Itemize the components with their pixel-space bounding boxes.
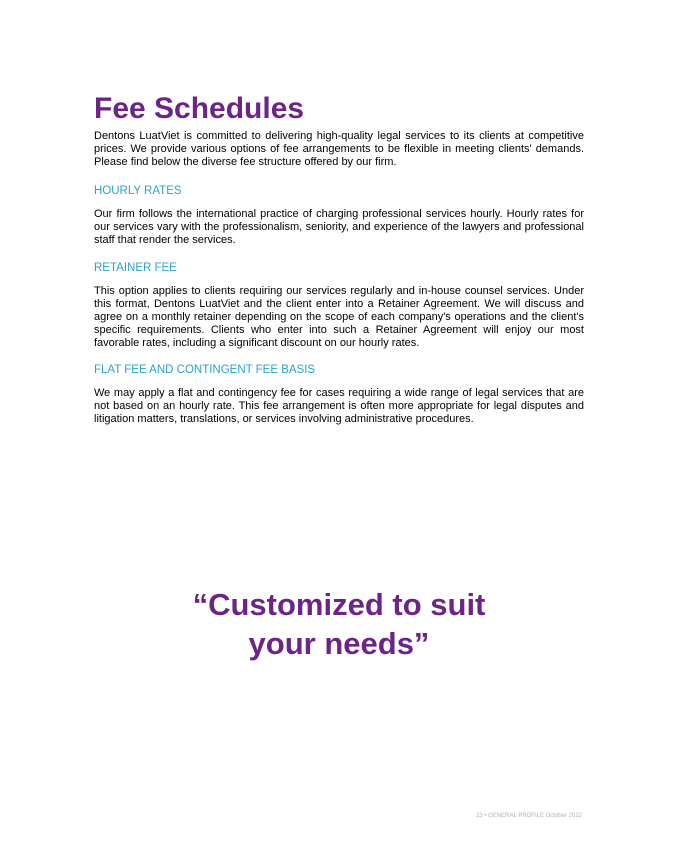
intro-paragraph: Dentons LuatViet is committed to delivering high-quality legal services to its clients at competitive prices. We provide various options of fee arrangements to be flexible in meeting clients' demands. Please find below the diverse fee structure offered by our firm. <box>94 130 584 168</box>
section-heading-retainer-fee: RETAINER FEE <box>94 262 177 274</box>
pull-quote-line-2: your needs” <box>248 626 430 661</box>
pull-quote-line-1: “Customized to suit <box>192 587 486 622</box>
section-body-hourly-rates: Our firm follows the international practice of charging professional services hourly. Hourly rates for our services vary with the professionalism, seniority, and experience of the lawyers and professional staff that render the services. <box>94 208 584 246</box>
section-heading-flat-fee: FLAT FEE AND CONTINGENT FEE BASIS <box>94 364 316 376</box>
page-title: Fee Schedules <box>94 92 305 125</box>
section-body-flat-fee: We may apply a flat and contingency fee for cases requiring a wide range of legal services that are not based on an hourly rate. This fee arrangement is often more appropriate for legal disputes and litigation matters, translations, or services involving administrative procedures. <box>94 387 584 425</box>
section-heading-hourly-rates: HOURLY RATES <box>94 185 182 197</box>
section-body-retainer-fee: This option applies to clients requiring our services regularly and in-house counsel services. Under this format, Dentons LuatViet and the client enter into a Retainer Agreement. We will discuss and agree on a monthly retainer depending on the scope of each company's operations and the client's specific requirements. Clients who enter into such a Retainer Agreement will enjoy our most favorable rates, including a significant discount on our hourly rates. <box>94 285 584 349</box>
pull-quote <box>0 585 678 663</box>
page-footer: 23 • GENERAL PROFILE October 2022 <box>476 813 582 819</box>
